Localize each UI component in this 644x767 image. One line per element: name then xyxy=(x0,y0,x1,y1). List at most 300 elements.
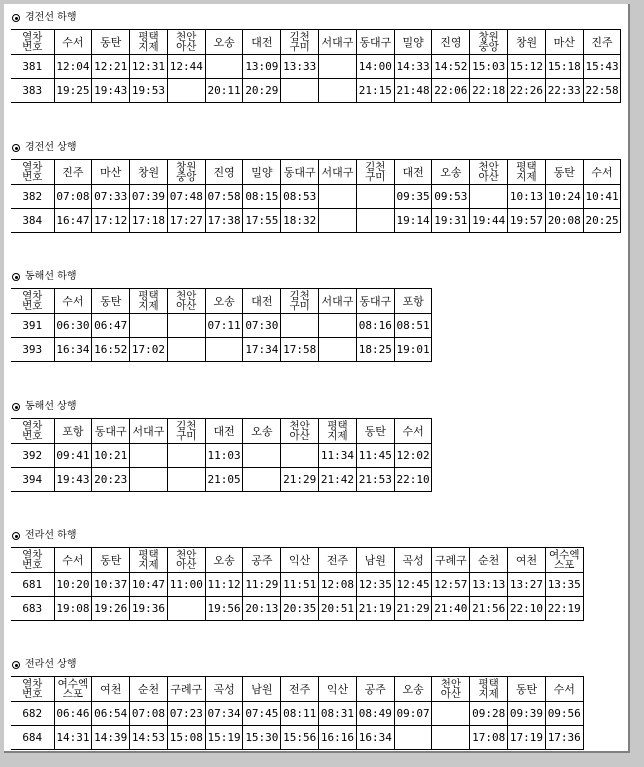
train-number: 684 xyxy=(11,726,54,750)
station-header xyxy=(281,30,319,55)
station-name: 평택 지제 xyxy=(478,677,499,700)
station-header xyxy=(470,677,508,702)
station-header xyxy=(394,160,432,185)
timetable-section xyxy=(11,139,621,233)
departure-time: 20:13 xyxy=(243,597,281,621)
station-name: 대전 xyxy=(402,165,424,179)
departure-time: 18:32 xyxy=(281,209,319,233)
station-name: 밀양 xyxy=(402,35,424,49)
timetable-page xyxy=(4,4,628,751)
station-header xyxy=(54,160,92,185)
station-header xyxy=(243,160,281,185)
departure-time: 14:52 xyxy=(432,55,470,79)
station-name: 동대구 xyxy=(283,165,316,179)
departure-time xyxy=(319,314,357,338)
departure-time: 17:08 xyxy=(470,726,508,750)
station-name: 여천 xyxy=(100,682,122,696)
departure-time: 10:41 xyxy=(583,185,621,209)
departure-time: 19:08 xyxy=(54,597,92,621)
departure-time: 21:29 xyxy=(394,597,432,621)
station-header xyxy=(243,677,281,702)
departure-time: 19:57 xyxy=(508,209,546,233)
departure-time: 09:39 xyxy=(508,702,546,726)
station-header xyxy=(356,289,394,314)
departure-time: 14:33 xyxy=(394,55,432,79)
departure-time: 19:14 xyxy=(394,209,432,233)
departure-time: 17:38 xyxy=(205,209,243,233)
table-row xyxy=(11,702,583,726)
station-name: 진영 xyxy=(213,165,235,179)
train-number: 392 xyxy=(11,444,54,468)
departure-time: 21:40 xyxy=(432,597,470,621)
station-header xyxy=(319,677,357,702)
timetable-section xyxy=(11,398,432,492)
station-name: 동탄 xyxy=(100,553,122,567)
departure-time: 20:23 xyxy=(92,468,130,492)
departure-time: 12:45 xyxy=(394,573,432,597)
train-number-header xyxy=(11,30,54,55)
departure-time: 07:34 xyxy=(205,702,243,726)
table-row xyxy=(11,209,621,233)
station-name: 여천 xyxy=(515,553,538,567)
departure-time: 06:47 xyxy=(92,314,130,338)
departure-time: 19:01 xyxy=(394,338,432,362)
station-name: 동대구 xyxy=(359,35,392,49)
station-name: 대전 xyxy=(251,294,273,308)
departure-time: 21:29 xyxy=(281,468,319,492)
station-name: 천안 아산 xyxy=(176,548,197,571)
station-header xyxy=(432,30,470,55)
station-name: 전주 xyxy=(326,553,349,567)
bullet-circle-icon xyxy=(12,661,20,669)
table-row xyxy=(11,444,432,468)
departure-time: 17:02 xyxy=(130,338,168,362)
departure-time: 15:56 xyxy=(281,726,319,750)
station-name: 김천 구미 xyxy=(365,160,386,183)
station-header xyxy=(167,30,205,55)
station-header xyxy=(470,160,508,185)
station-name: 열차 번호 xyxy=(22,30,43,53)
station-name: 동탄 xyxy=(100,35,122,49)
station-header xyxy=(243,419,281,444)
departure-time: 13:35 xyxy=(545,573,583,597)
station-header xyxy=(167,289,205,314)
departure-time: 10:24 xyxy=(545,185,583,209)
departure-time: 11:45 xyxy=(356,444,394,468)
departure-time: 07:58 xyxy=(205,185,243,209)
station-header xyxy=(205,289,243,314)
departure-time: 11:51 xyxy=(281,573,319,597)
station-name: 공주 xyxy=(364,682,386,696)
station-name: 오송 xyxy=(251,424,273,438)
station-name: 창원 중앙 xyxy=(176,160,197,183)
departure-time: 22:06 xyxy=(432,79,470,103)
timetable-section xyxy=(11,527,584,621)
departure-time: 07:11 xyxy=(205,314,243,338)
departure-time: 09:07 xyxy=(394,702,432,726)
station-header xyxy=(508,548,546,573)
station-header xyxy=(130,160,168,185)
departure-time xyxy=(167,338,205,362)
section-title xyxy=(11,9,621,27)
station-header xyxy=(394,289,432,314)
section-title-text: 경전선 하행 xyxy=(25,12,77,23)
departure-time: 10:47 xyxy=(130,573,168,597)
departure-time: 17:18 xyxy=(130,209,168,233)
departure-time: 21:53 xyxy=(356,468,394,492)
train-number: 394 xyxy=(11,468,54,492)
timetable-table xyxy=(11,288,432,362)
station-name: 마산 xyxy=(100,165,122,179)
station-header xyxy=(167,548,205,573)
departure-time: 13:09 xyxy=(243,55,281,79)
departure-time: 15:30 xyxy=(243,726,281,750)
departure-time: 22:18 xyxy=(470,79,508,103)
station-name: 수서 xyxy=(402,424,424,438)
station-name: 동탄 xyxy=(364,424,386,438)
departure-time xyxy=(167,468,205,492)
bullet-circle-icon xyxy=(12,403,20,411)
station-name: 열차 번호 xyxy=(22,419,43,442)
station-header xyxy=(281,289,319,314)
train-number-header xyxy=(11,160,54,185)
station-name: 천안 아산 xyxy=(176,30,197,53)
train-number-header xyxy=(11,419,54,444)
station-name: 수서 xyxy=(62,294,84,308)
departure-time: 17:36 xyxy=(545,726,583,750)
station-name: 동탄 xyxy=(515,682,538,696)
station-header xyxy=(432,160,470,185)
station-name: 오송 xyxy=(213,553,235,567)
departure-time xyxy=(130,314,168,338)
station-name: 평택 지제 xyxy=(516,160,537,183)
train-number-header xyxy=(11,548,54,573)
departure-time: 17:12 xyxy=(92,209,130,233)
train-number: 681 xyxy=(11,573,54,597)
table-header-row xyxy=(11,419,432,444)
station-header xyxy=(92,30,130,55)
departure-time: 12:44 xyxy=(167,55,205,79)
station-header xyxy=(130,677,168,702)
station-name: 순천 xyxy=(137,682,160,696)
departure-time: 13:13 xyxy=(470,573,508,597)
departure-time: 07:48 xyxy=(167,185,205,209)
train-number: 683 xyxy=(11,597,54,621)
departure-time: 08:31 xyxy=(319,702,357,726)
station-name: 수서 xyxy=(553,682,575,696)
station-header xyxy=(545,160,583,185)
station-name: 천안 아산 xyxy=(176,289,197,312)
departure-time: 06:30 xyxy=(54,314,92,338)
departure-time: 20:11 xyxy=(205,79,243,103)
departure-time: 10:20 xyxy=(54,573,92,597)
station-name: 구례구 xyxy=(170,682,203,696)
departure-time: 17:34 xyxy=(243,338,281,362)
departure-time: 22:10 xyxy=(508,597,546,621)
station-name: 천안 아산 xyxy=(478,160,499,183)
train-number: 381 xyxy=(11,55,54,79)
station-header xyxy=(356,30,394,55)
station-name: 여수엑 스포 xyxy=(57,677,89,700)
table-row xyxy=(11,573,583,597)
departure-time: 22:58 xyxy=(583,79,621,103)
station-name: 수서 xyxy=(591,165,613,179)
departure-time: 19:43 xyxy=(92,79,130,103)
station-header xyxy=(167,160,205,185)
page-shadow-bottom xyxy=(4,751,630,753)
departure-time xyxy=(319,55,357,79)
departure-time: 19:26 xyxy=(92,597,130,621)
departure-time: 10:13 xyxy=(508,185,546,209)
table-header-row xyxy=(11,677,583,702)
departure-time xyxy=(243,468,281,492)
station-name: 평택 지제 xyxy=(138,289,159,312)
station-header xyxy=(545,548,583,573)
departure-time: 09:41 xyxy=(54,444,92,468)
departure-time: 07:23 xyxy=(167,702,205,726)
station-name: 창원 xyxy=(137,165,160,179)
station-name: 여수엑 스포 xyxy=(549,548,580,571)
station-header xyxy=(319,419,357,444)
departure-time: 16:34 xyxy=(356,726,394,750)
station-header xyxy=(545,677,583,702)
table-header-row xyxy=(11,30,621,55)
page-shadow-right xyxy=(628,4,630,753)
table-header-row xyxy=(11,548,583,573)
station-header xyxy=(432,548,470,573)
departure-time: 09:56 xyxy=(545,702,583,726)
departure-time: 16:16 xyxy=(319,726,357,750)
station-name: 동대구 xyxy=(359,294,392,308)
station-header xyxy=(243,289,281,314)
departure-time: 08:15 xyxy=(243,185,281,209)
station-name: 곡성 xyxy=(213,682,235,696)
timetable-section xyxy=(11,268,432,362)
station-name: 포항 xyxy=(402,294,424,308)
station-header xyxy=(130,289,168,314)
table-row xyxy=(11,314,432,338)
departure-time: 15:19 xyxy=(205,726,243,750)
station-header xyxy=(54,30,92,55)
departure-time: 09:53 xyxy=(432,185,470,209)
station-name: 진영 xyxy=(440,35,462,49)
departure-time: 11:03 xyxy=(205,444,243,468)
departure-time: 08:11 xyxy=(281,702,319,726)
departure-time: 11:00 xyxy=(167,573,205,597)
station-header xyxy=(432,677,470,702)
station-name: 남원 xyxy=(364,553,386,567)
station-name: 포항 xyxy=(62,424,84,438)
departure-time: 13:33 xyxy=(281,55,319,79)
departure-time: 21:42 xyxy=(319,468,357,492)
departure-time: 20:08 xyxy=(545,209,583,233)
station-name: 남원 xyxy=(251,682,273,696)
departure-time: 08:16 xyxy=(356,314,394,338)
station-name: 서대구 xyxy=(321,294,354,308)
table-header-row xyxy=(11,160,621,185)
station-name: 창원 중앙 xyxy=(478,30,499,53)
station-header xyxy=(167,677,205,702)
departure-time: 17:19 xyxy=(508,726,546,750)
bullet-circle-icon xyxy=(12,144,20,152)
departure-time: 07:39 xyxy=(130,185,168,209)
station-header xyxy=(394,548,432,573)
departure-time: 12:35 xyxy=(356,573,394,597)
departure-time: 11:34 xyxy=(319,444,357,468)
station-name: 김천 구미 xyxy=(289,289,310,312)
station-header xyxy=(281,677,319,702)
departure-time xyxy=(356,209,394,233)
station-name: 동탄 xyxy=(553,165,575,179)
station-name: 열차 번호 xyxy=(22,160,43,183)
station-name: 평택 지제 xyxy=(138,548,159,571)
train-number: 682 xyxy=(11,702,54,726)
section-title-text: 동해선 상행 xyxy=(25,401,77,412)
departure-time xyxy=(243,444,281,468)
station-name: 천안 아산 xyxy=(289,419,310,442)
departure-time: 07:08 xyxy=(54,185,92,209)
departure-time: 12:02 xyxy=(394,444,432,468)
departure-time: 15:08 xyxy=(167,726,205,750)
departure-time: 14:31 xyxy=(54,726,92,750)
section-title-text: 전라선 상행 xyxy=(25,659,77,670)
train-number: 382 xyxy=(11,185,54,209)
departure-time: 10:21 xyxy=(92,444,130,468)
train-number-header xyxy=(11,289,54,314)
departure-time: 10:37 xyxy=(92,573,130,597)
departure-time: 08:49 xyxy=(356,702,394,726)
section-title-text: 동해선 하행 xyxy=(25,271,77,282)
station-name: 진주 xyxy=(62,165,84,179)
station-header xyxy=(508,30,546,55)
departure-time: 13:27 xyxy=(508,573,546,597)
station-header xyxy=(470,548,508,573)
departure-time: 20:51 xyxy=(319,597,357,621)
departure-time: 09:28 xyxy=(470,702,508,726)
timetable-table xyxy=(11,676,584,750)
station-name: 순천 xyxy=(478,553,500,567)
departure-time: 21:48 xyxy=(394,79,432,103)
departure-time: 12:57 xyxy=(432,573,470,597)
station-header xyxy=(205,419,243,444)
table-row xyxy=(11,726,583,750)
departure-time: 08:51 xyxy=(394,314,432,338)
departure-time: 15:43 xyxy=(583,55,621,79)
station-name: 밀양 xyxy=(251,165,273,179)
section-title xyxy=(11,656,584,674)
station-header xyxy=(54,548,92,573)
departure-time: 16:52 xyxy=(92,338,130,362)
departure-time xyxy=(432,702,470,726)
departure-time: 06:46 xyxy=(54,702,92,726)
departure-time: 07:45 xyxy=(243,702,281,726)
departure-time: 22:19 xyxy=(545,597,583,621)
departure-time xyxy=(319,338,357,362)
station-header xyxy=(243,548,281,573)
section-title-text: 전라선 하행 xyxy=(25,530,77,541)
station-header xyxy=(470,30,508,55)
timetable-table xyxy=(11,29,621,103)
station-name: 전주 xyxy=(289,682,311,696)
station-name: 서대구 xyxy=(321,35,354,49)
bullet-circle-icon xyxy=(12,273,20,281)
departure-time: 20:25 xyxy=(583,209,621,233)
station-name: 구례구 xyxy=(434,553,467,567)
departure-time xyxy=(356,185,394,209)
station-header xyxy=(130,30,168,55)
departure-time: 16:47 xyxy=(54,209,92,233)
station-header xyxy=(319,289,357,314)
departure-time: 22:10 xyxy=(394,468,432,492)
station-header xyxy=(356,160,394,185)
station-header xyxy=(508,160,546,185)
station-name: 대전 xyxy=(213,424,235,438)
station-header xyxy=(54,419,92,444)
train-number: 383 xyxy=(11,79,54,103)
departure-time: 08:53 xyxy=(281,185,319,209)
station-name: 오송 xyxy=(213,35,235,49)
train-number-header xyxy=(11,677,54,702)
bullet-circle-icon xyxy=(12,532,20,540)
station-name: 오송 xyxy=(402,682,424,696)
train-number: 384 xyxy=(11,209,54,233)
station-name: 열차 번호 xyxy=(22,289,43,312)
departure-time xyxy=(281,314,319,338)
station-header xyxy=(243,30,281,55)
bullet-circle-icon xyxy=(12,14,20,22)
station-name: 진주 xyxy=(591,35,613,49)
station-header xyxy=(545,30,583,55)
section-title xyxy=(11,268,432,286)
station-name: 김천 구미 xyxy=(289,30,310,53)
table-header-row xyxy=(11,289,432,314)
departure-time: 11:12 xyxy=(205,573,243,597)
station-name: 김천 구미 xyxy=(176,419,197,442)
station-name: 천안 아산 xyxy=(440,677,461,700)
table-row xyxy=(11,338,432,362)
station-header xyxy=(319,30,357,55)
departure-time: 14:53 xyxy=(130,726,168,750)
station-header xyxy=(583,30,621,55)
departure-time: 22:33 xyxy=(545,79,583,103)
departure-time xyxy=(205,338,243,362)
timetable-table xyxy=(11,159,621,233)
table-row xyxy=(11,55,621,79)
departure-time: 06:54 xyxy=(92,702,130,726)
station-header xyxy=(167,419,205,444)
station-name: 마산 xyxy=(553,35,575,49)
departure-time: 09:35 xyxy=(394,185,432,209)
departure-time xyxy=(167,314,205,338)
station-name: 오송 xyxy=(213,294,235,308)
station-header xyxy=(319,160,357,185)
station-header xyxy=(281,419,319,444)
departure-time: 12:08 xyxy=(319,573,357,597)
station-header xyxy=(281,548,319,573)
station-name: 열차 번호 xyxy=(22,548,43,571)
departure-time: 19:31 xyxy=(432,209,470,233)
station-header xyxy=(356,548,394,573)
station-name: 공주 xyxy=(251,553,273,567)
station-name: 익산 xyxy=(326,682,349,696)
station-header xyxy=(92,548,130,573)
station-name: 평택 지제 xyxy=(138,30,159,53)
departure-time xyxy=(205,55,243,79)
station-header xyxy=(394,677,432,702)
departure-time xyxy=(470,185,508,209)
departure-time: 19:43 xyxy=(54,468,92,492)
station-header xyxy=(130,548,168,573)
